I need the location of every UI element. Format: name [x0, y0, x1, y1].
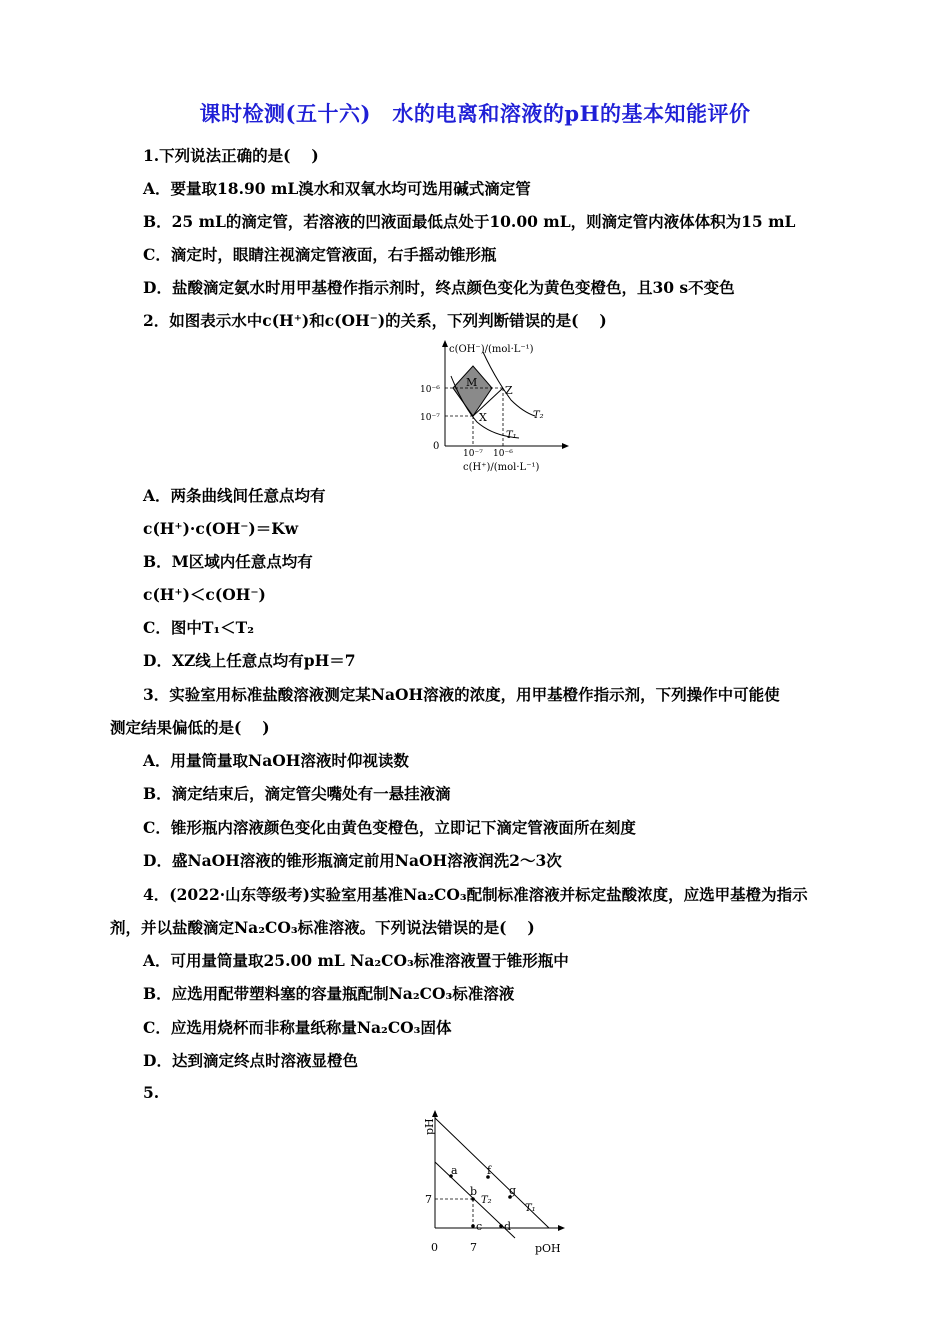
q5-label-a: a [451, 1164, 458, 1177]
q5-label-f: f [487, 1164, 492, 1177]
q5-y-arrow [432, 1110, 438, 1117]
q2-label-t2: T₂ [533, 410, 544, 421]
q2-region-m [453, 366, 492, 416]
q5-stem: 5. [143, 1083, 160, 1102]
q4-option-b: B．应选用配带塑料塞的容量瓶配制Na₂CO₃标准溶液 [143, 984, 515, 1003]
q5-origin: 0 [431, 1241, 438, 1254]
q2-x-axis-label: c(H⁺)/(mol·L⁻¹) [463, 462, 540, 473]
q3-option-d: D．盛NaOH溶液的锥形瓶滴定前用NaOH溶液润洗2～3次 [143, 851, 562, 870]
q4-stem-line1: 4．(2022·山东等级考)实验室用基准Na₂CO₃配制标准溶液并标定盐酸浓度，应选甲基橙为指示 [143, 885, 808, 904]
q5-y-axis-label: pH [423, 1118, 436, 1135]
q5-x-axis-label: pOH [535, 1242, 561, 1255]
q2-y-arrow [442, 340, 448, 347]
q4-stem-line2: 剂，并以盐酸滴定Na₂CO₃标准溶液。下列说法错误的是( ) [110, 918, 535, 937]
q5-y-tick: 7 [425, 1193, 432, 1206]
q2-y-tick-1: 10⁻⁶ [420, 385, 440, 395]
q2-label-m: M [466, 376, 478, 389]
q2-label-x: X [479, 411, 487, 424]
q2-y-tick-2: 10⁻⁷ [420, 413, 440, 423]
q1-option-d: D．盐酸滴定氨水时用甲基橙作指示剂时，终点颜色变化为黄色变橙色，且30 s不变色 [143, 278, 735, 297]
q4-option-d: D．达到滴定终点时溶液显橙色 [143, 1051, 358, 1070]
q5-label-c: c [476, 1220, 483, 1233]
q2-label-t1: T₁ [506, 430, 517, 441]
q2-y-axis-label: c(OH⁻)/(mol·L⁻¹) [449, 344, 534, 355]
q2-x-tick-1: 10⁻⁷ [463, 449, 483, 459]
q5-label-t2: T₂ [481, 1195, 492, 1206]
q2-option-b-formula: c(H⁺)＜c(OH⁻) [143, 585, 266, 604]
q3-stem-line1: 3．实验室用标准盐酸溶液测定某NaOH溶液的浓度，用甲基橙作指示剂，下列操作中可能使 [143, 685, 780, 704]
q2-option-d: D．XZ线上任意点均有pH＝7 [143, 651, 356, 670]
q5-label-t1: T₁ [525, 1203, 536, 1214]
q5-label-b: b [470, 1185, 478, 1198]
q5-x-tick: 7 [470, 1241, 477, 1254]
q3-option-c: C．锥形瓶内溶液颜色变化由黄色变橙色，立即记下滴定管液面所在刻度 [143, 818, 636, 837]
q2-option-a: A．两条曲线间任意点均有 [143, 486, 326, 505]
q4-option-a: A．可用量筒量取25.00 mL Na₂CO₃标准溶液置于锥形瓶中 [143, 951, 569, 970]
page-title: 课时检测(五十六) 水的电离和溶液的pH的基本知能评价 [199, 101, 751, 126]
q5-label-d: d [504, 1220, 512, 1233]
q1-option-c: C．滴定时，眼睛注视滴定管液面，右手摇动锥形瓶 [143, 245, 497, 264]
q2-option-a-formula: c(H⁺)·c(OH⁻)＝Kw [143, 519, 299, 538]
q2-stem: 2．如图表示水中c(H⁺)和c(OH⁻)的关系，下列判断错误的是( ) [143, 311, 607, 330]
q2-x-tick-2: 10⁻⁶ [493, 449, 513, 459]
q1-option-a: A．要量取18.90 mL溴水和双氧水均可选用碱式滴定管 [143, 179, 531, 198]
q5-x-arrow [558, 1225, 565, 1231]
q5-point-d [499, 1224, 503, 1228]
q3-option-a: A．用量筒量取NaOH溶液时仰视读数 [143, 751, 409, 770]
q4-option-c: C．应选用烧杯而非称量纸称量Na₂CO₃固体 [143, 1018, 452, 1037]
q5-label-g: g [509, 1184, 517, 1197]
q1-stem: 1.下列说法正确的是( ) [143, 146, 319, 165]
q5-line-t2 [435, 1162, 515, 1238]
q1-option-b: B．25 mL的滴定管，若溶液的凹液面最低点处于10.00 mL，则滴定管内液体体积为15 mL [143, 212, 796, 231]
q2-label-z: Z [505, 384, 513, 397]
q3-stem-line2: 测定结果偏低的是( ) [110, 718, 270, 737]
q2-x-arrow [562, 443, 569, 449]
q2-option-b: B．M区域内任意点均有 [143, 552, 313, 571]
q3-option-b: B．滴定结束后，滴定管尖嘴处有一悬挂液滴 [143, 784, 451, 803]
q5-figure [415, 1106, 575, 1258]
q2-option-c: C．图中T₁＜T₂ [143, 618, 254, 637]
q5-point-c [471, 1224, 475, 1228]
q2-origin: 0 [433, 441, 440, 452]
q2-figure [415, 336, 575, 476]
